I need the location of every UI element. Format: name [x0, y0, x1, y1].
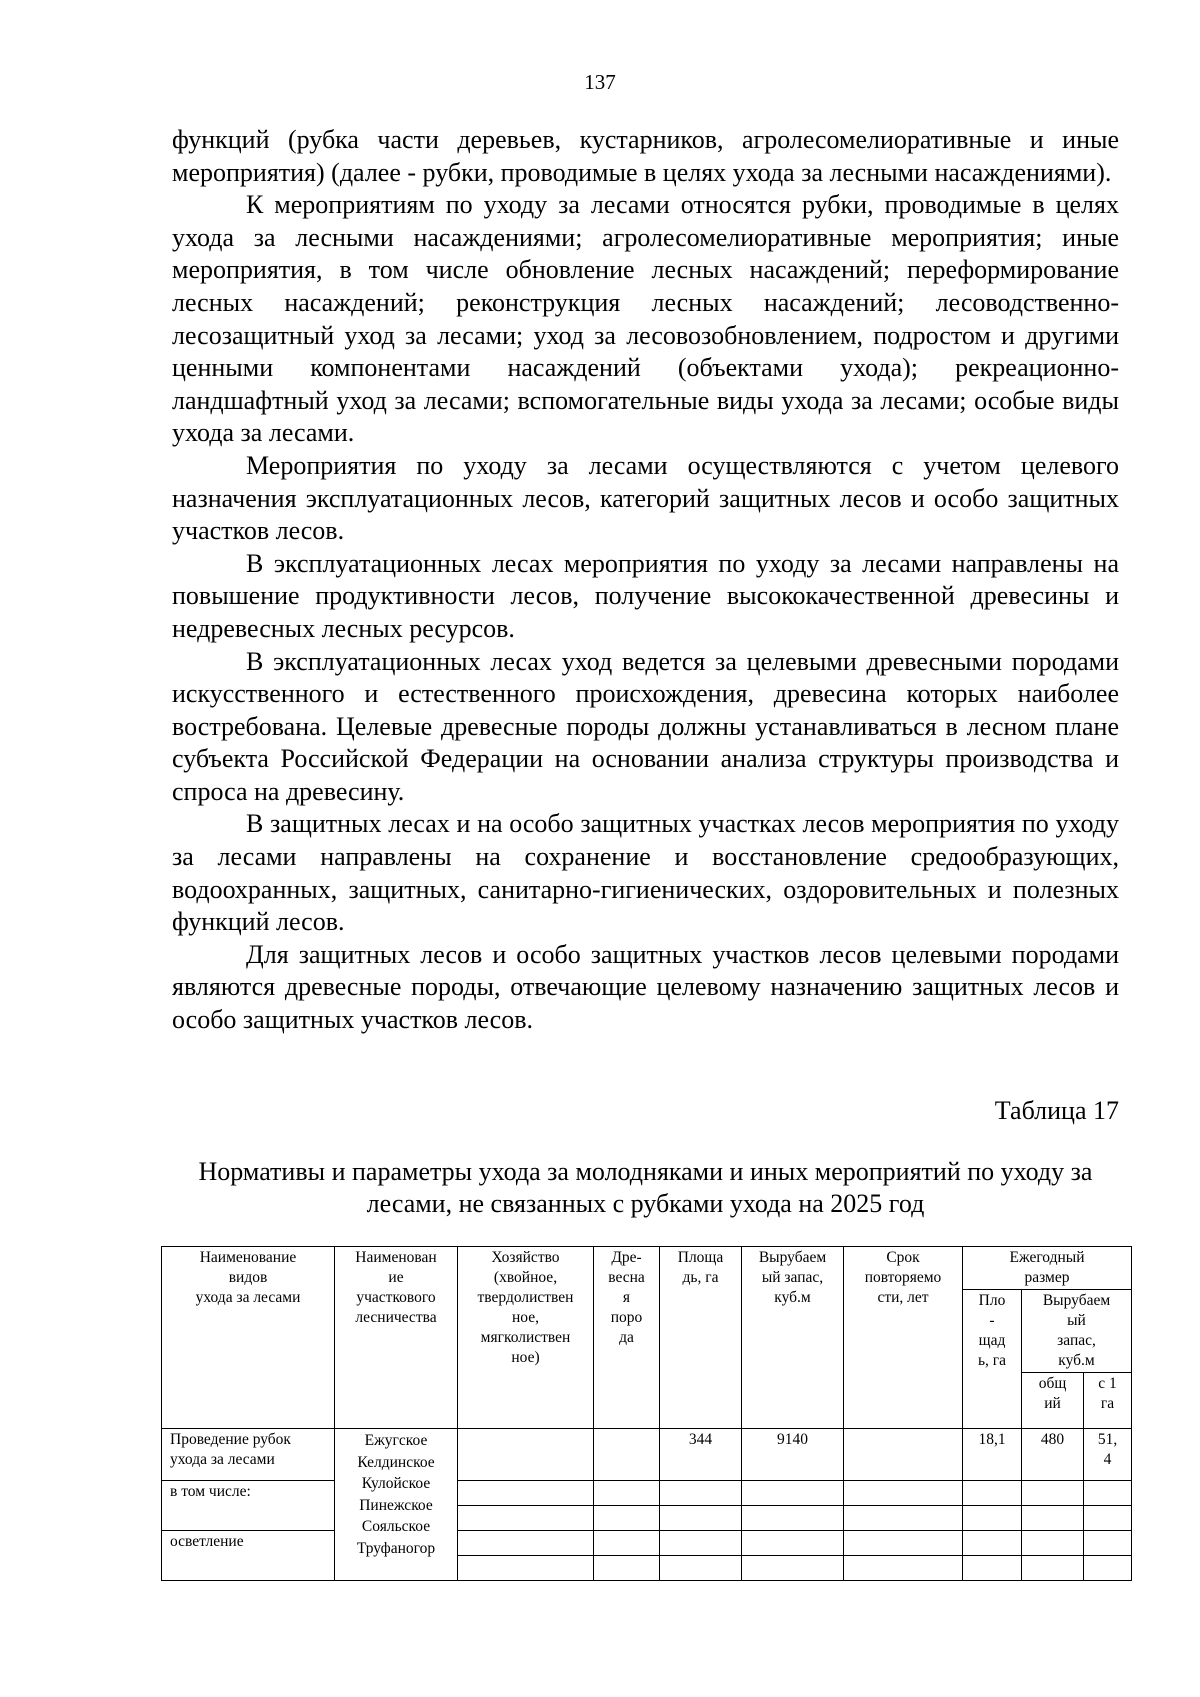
paragraph: Для защитных лесов и особо защитных участков лесов целевыми породами являются древесные породы, отвечающие целевому назначению защитных лесов и особо защитных участков лесов.	[172, 939, 1119, 1035]
cell-annual-per-ha	[1084, 1531, 1132, 1556]
cell-area: 344	[660, 1429, 742, 1481]
row-name-text: Проведение рубок ухода за лесами	[170, 1431, 291, 1468]
cell-period	[844, 1506, 963, 1531]
cell-species	[594, 1556, 660, 1581]
cell-text: 51, 4	[1097, 1431, 1118, 1468]
header-annual-total	[1022, 1373, 1084, 1429]
row-name: осветление	[162, 1531, 335, 1581]
table-label: Таблица 17	[994, 1096, 1119, 1125]
cell-period	[844, 1556, 963, 1581]
norms-table	[161, 1246, 1132, 1581]
header-text: Срок повторяемо сти, лет	[864, 1249, 942, 1306]
cell-economy	[458, 1481, 594, 1506]
cell-annual-total	[1022, 1556, 1084, 1581]
cell-economy	[458, 1531, 594, 1556]
cell-species	[594, 1531, 660, 1556]
cell-stock	[742, 1531, 844, 1556]
cell-annual-area	[963, 1481, 1022, 1506]
header-type	[162, 1247, 335, 1429]
row-name: в том числе:	[162, 1481, 335, 1531]
cell-stock	[742, 1481, 844, 1506]
header-economy	[458, 1247, 594, 1429]
table-row	[162, 1481, 1132, 1506]
header-text: Хозяйство (хвойное, твердолиствен ное, мягколиствен ное)	[477, 1249, 574, 1366]
header-period	[844, 1247, 963, 1429]
cell-species	[594, 1429, 660, 1481]
header-text: Вырубаем ый запас, куб.м	[758, 1249, 827, 1306]
cell-annual-per-ha	[1084, 1481, 1132, 1506]
header-annual-area	[963, 1290, 1022, 1429]
table-title: Нормативы и параметры ухода за молодняками и иных мероприятий по уходу за лесами, не связанных с рубками ухода на 2025 год	[198, 1157, 1093, 1218]
page-number: 137	[584, 70, 616, 94]
cell-stock	[742, 1556, 844, 1581]
cell-period	[844, 1481, 963, 1506]
cell-economy	[458, 1429, 594, 1481]
cell-area	[660, 1531, 742, 1556]
cell-annual-per-ha	[1084, 1429, 1132, 1481]
cell-annual-area: 18,1	[963, 1429, 1022, 1481]
cell-area	[660, 1481, 742, 1506]
cell-period	[844, 1531, 963, 1556]
cell-annual-area	[963, 1531, 1022, 1556]
forestry-list	[335, 1429, 458, 1581]
cell-species	[594, 1481, 660, 1506]
header-text: с 1 га	[1098, 1375, 1117, 1412]
header-annual	[963, 1247, 1132, 1290]
header-species	[594, 1247, 660, 1429]
header-annual-stock	[1022, 1290, 1132, 1373]
table-row	[162, 1429, 1132, 1481]
cell-annual-per-ha	[1084, 1556, 1132, 1581]
cell-annual-total	[1022, 1481, 1084, 1506]
header-area	[660, 1247, 742, 1429]
cell-annual-area	[963, 1506, 1022, 1531]
cell-period	[844, 1429, 963, 1481]
cell-annual-total	[1022, 1531, 1084, 1556]
paragraph: В защитных лесах и на особо защитных участках лесов мероприятия по уходу за лесами направлены на сохранение и восстановление средообразующих, водоохранных, защитных, санитарно-гигиенических, оздоровительных и полезных функций лесов.	[172, 809, 1119, 937]
cell-annual-per-ha	[1084, 1506, 1132, 1531]
paragraph: В эксплуатационных лесах мероприятия по уходу за лесами направлены на повышение продуктивности лесов, получение высококачественной древесины и недревесных лесных ресурсов.	[172, 548, 1119, 643]
paragraph: функций (рубка части деревьев, кустарников, агролесомелиоративные и иные мероприятия) (далее - рубки, проводимые в целях ухода за лесными насаждениями).	[172, 125, 1119, 187]
cell-economy	[458, 1556, 594, 1581]
cell-area	[660, 1506, 742, 1531]
header-text: Ежегодный размер	[1009, 1249, 1085, 1286]
cell-annual-total	[1022, 1506, 1084, 1531]
paragraph: К мероприятиям по уходу за лесами относятся рубки, проводимые в целях ухода за лесными насаждениями; агролесомелиоративные мероприятия; иные мероприятия, в том числе обновление лесных насаждений; переформирование лесных насаждений; реконструкция лесных насаждений; лесоводственно-лесозащитный уход за лесами; уход за лесовозобновлением, подростом и другими ценными компонентами насаждений (объектами ухода); рекреационно-ландшафтный уход за лесами; вспомогательные виды ухода за лесами; особые виды ухода за лесами.	[172, 190, 1119, 448]
header-text: Дре- весна я поро да	[608, 1249, 645, 1346]
header-text: Вырубаем ый запас, куб.м	[1042, 1292, 1111, 1369]
header-text: общ ий	[1038, 1375, 1067, 1412]
body-text	[172, 124, 1119, 1037]
header-text: Пло - щад ь, га	[977, 1292, 1007, 1369]
cell-species	[594, 1506, 660, 1531]
cell-area	[660, 1556, 742, 1581]
cell-annual-total: 480	[1022, 1429, 1084, 1481]
row-name	[162, 1429, 335, 1481]
paragraph: В эксплуатационных лесах уход ведется за целевыми древесными породами искусственного и естественного происхождения, древесина которых наиболее востребована. Целевые древесные породы должны устанавливаться в лесном плане субъекта Российской Федерации на основании анализа структуры производства и спроса на древесину.	[172, 646, 1119, 806]
header-annual-per-ha	[1084, 1373, 1132, 1429]
cell-stock: 9140	[742, 1429, 844, 1481]
forestry-list-text: Ежугское Келдинское Кулойское Пинежское Сояльское Труфаногор	[356, 1432, 436, 1557]
header-text: Наименование видов ухода за лесами	[195, 1249, 301, 1306]
cell-stock	[742, 1506, 844, 1531]
cell-economy	[458, 1506, 594, 1531]
cell-annual-area	[963, 1556, 1022, 1581]
header-text: Площа дь, га	[677, 1249, 724, 1286]
header-stock	[742, 1247, 844, 1429]
header-forestry	[335, 1247, 458, 1429]
table-row	[162, 1531, 1132, 1556]
paragraph: Мероприятия по уходу за лесами осуществляются с учетом целевого назначения эксплуатационных лесов, категорий защитных лесов и особо защитных участков лесов.	[172, 450, 1119, 546]
header-text: Наименован ие участкового лесничества	[355, 1249, 437, 1326]
